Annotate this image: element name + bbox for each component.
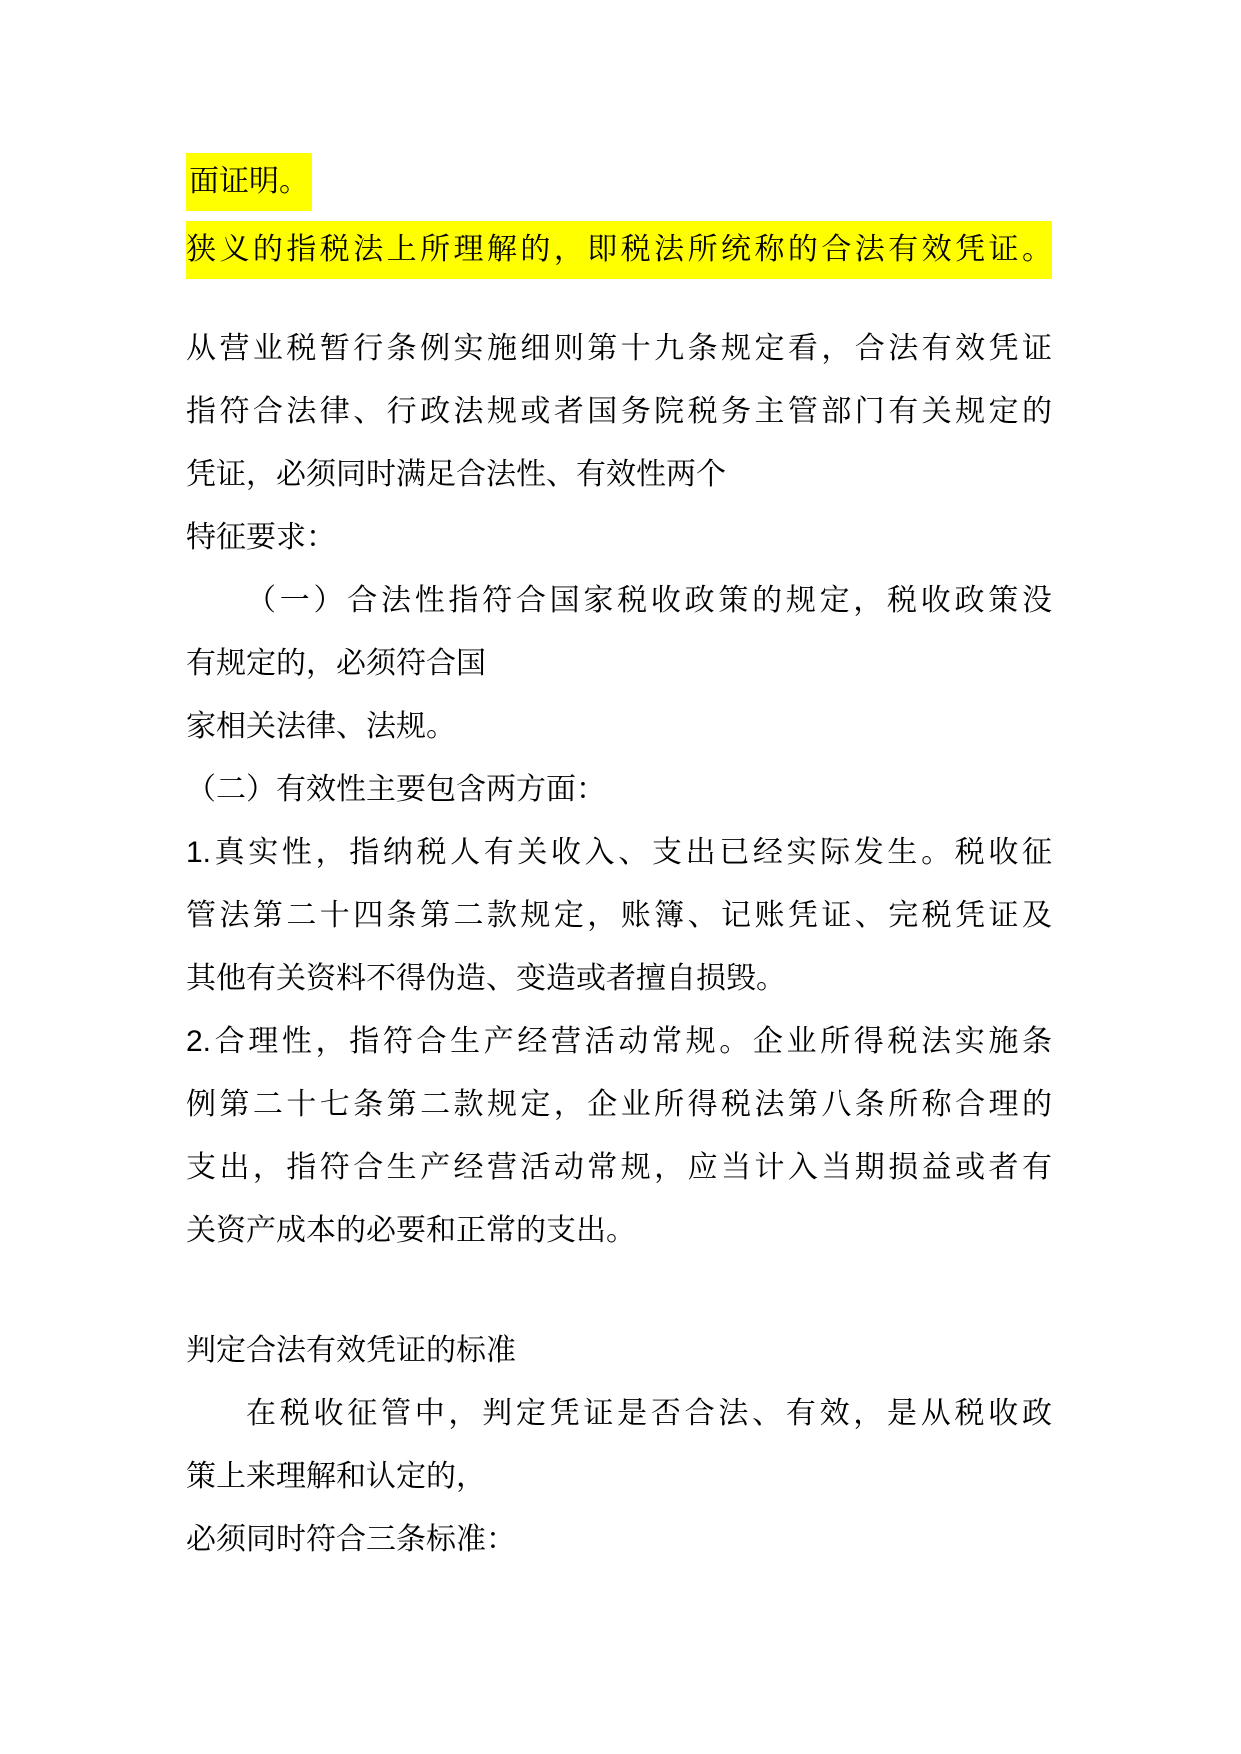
text-line: 家相关法律、法规。 — [186, 710, 456, 743]
highlighted-line — [186, 153, 1052, 211]
text-line: 其他有关资料不得伪造、变造或者擅自损毁。 — [186, 962, 786, 995]
text-line: 判定合法有效凭证的标准 — [186, 1334, 516, 1367]
text-line: 在税收征管中，判定凭证是否合法、有效，是从税收政 — [246, 1397, 1052, 1430]
text-line: （二）有效性主要包含两方面： — [186, 773, 606, 806]
text-line: 必须同时符合三条标准： — [186, 1523, 516, 1556]
text-line: 有规定的，必须符合国 — [186, 647, 486, 680]
text-line: 例第二十七条第二款规定，企业所得税法第八条所称合理的 — [186, 1088, 1052, 1121]
text-line: 从营业税暂行条例实施细则第十九条规定看，合法有效凭证 — [186, 332, 1052, 365]
text-line: 特征要求： — [186, 521, 336, 554]
text-line: 策上来理解和认定的， — [186, 1460, 486, 1493]
text-line: 凭证，必须同时满足合法性、有效性两个 — [186, 458, 726, 491]
text-line: 支出，指符合生产经营活动常规，应当计入当期损益或者有 — [186, 1151, 1052, 1184]
text-line: 1.真实性，指纳税人有关收入、支出已经实际发生。税收征 — [186, 836, 1052, 869]
text-line: 关资产成本的必要和正常的支出。 — [186, 1214, 636, 1247]
document-body — [186, 317, 1052, 1571]
text-line: 指符合法律、行政法规或者国务院税务主管部门有关规定的 — [186, 395, 1052, 428]
text-line: 2.合理性，指符合生产经营活动常规。企业所得税法实施条 — [186, 1025, 1052, 1058]
highlight-mark: 面证明。 — [186, 153, 312, 211]
text-line: 管法第二十四条第二款规定，账簿、记账凭证、完税凭证及 — [186, 899, 1052, 932]
text-line: （一）合法性指符合国家税收政策的规定，税收政策没 — [246, 584, 1052, 617]
highlighted-line: 狭义的指税法上所理解的，即税法所统称的合法有效凭证。 — [186, 221, 1052, 279]
